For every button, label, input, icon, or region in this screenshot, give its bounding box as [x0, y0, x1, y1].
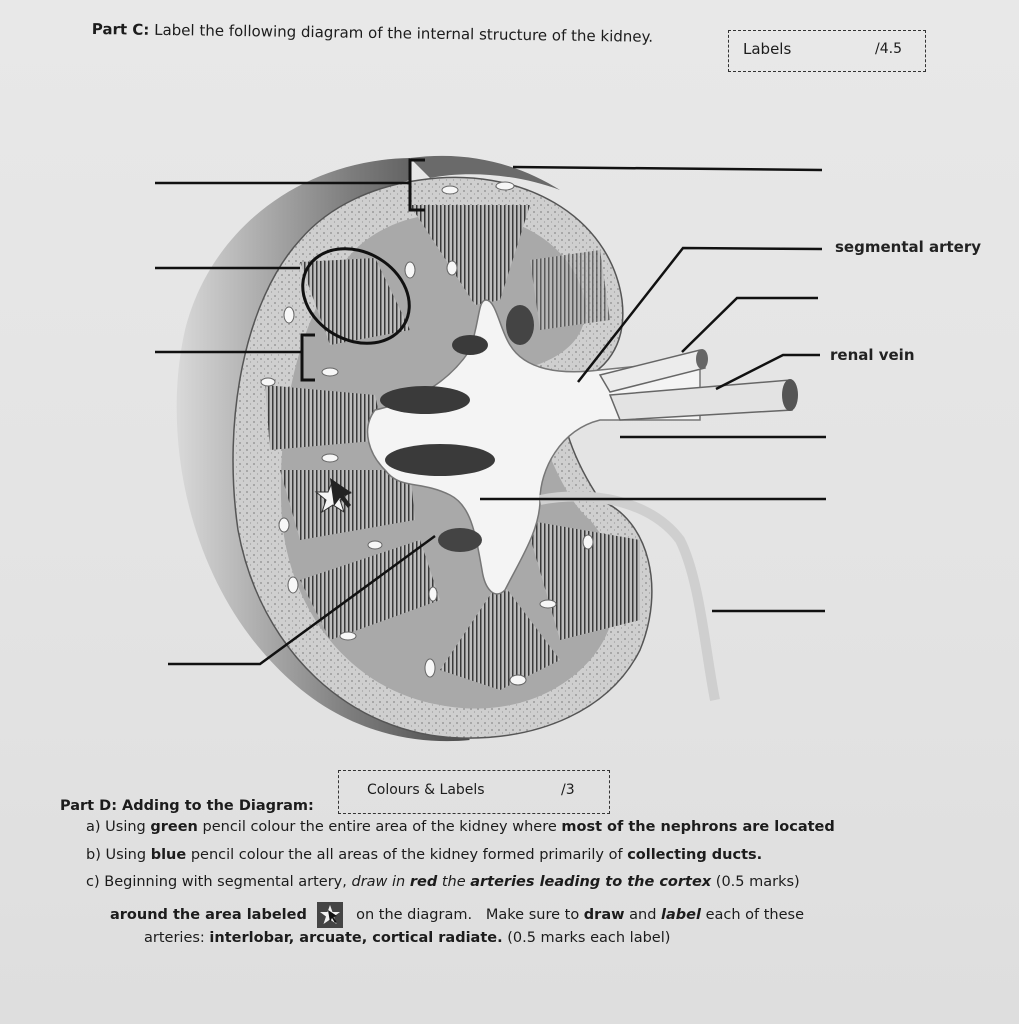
instruction-b-marker: b)	[86, 847, 101, 863]
instruction-c-the: the	[441, 874, 466, 890]
instruction-b-color: blue	[150, 847, 187, 863]
instruction-c-marker: c)	[86, 874, 100, 890]
label-segmental-artery: segmental artery	[835, 238, 982, 256]
colours-score-box	[338, 770, 610, 814]
instruction-b-emph: collecting ducts.	[627, 847, 763, 863]
colours-box-score: /3	[561, 782, 575, 798]
instruction-c-draw: draw	[583, 907, 625, 923]
instruction-c-on-diagram: on the diagram.	[356, 907, 473, 923]
instruction-a-pre: Using	[105, 819, 146, 835]
instruction-b-mid: pencil colour the all areas of the kidney formed primarily of	[190, 847, 623, 863]
star-icon	[317, 902, 343, 928]
instruction-c-arteries-leading: arteries leading to the cortex	[470, 874, 712, 890]
label-renal-vein: renal vein	[830, 346, 915, 364]
instruction-a	[86, 818, 835, 836]
instruction-a-emph: most of the nephrons are located	[561, 819, 835, 835]
instruction-c-arteries-list: interlobar, arcuate, cortical radiate.	[209, 930, 503, 946]
instruction-c	[86, 873, 800, 891]
part-c-label: Part C:	[91, 20, 150, 39]
instruction-c-line3	[144, 929, 670, 947]
instruction-c-draw-in: draw in	[351, 874, 406, 890]
colours-box-title: Colours & Labels	[367, 782, 485, 798]
instruction-c-red: red	[409, 874, 438, 890]
instruction-c-each-label: (0.5 marks each label)	[507, 930, 671, 946]
instruction-c-arteries-prefix: arteries:	[144, 930, 205, 946]
instruction-c-line2	[110, 902, 804, 928]
instruction-c-each: each of these	[705, 907, 805, 923]
instruction-c-label: label	[661, 907, 701, 923]
instruction-c-and: and	[629, 907, 657, 923]
instruction-c-make-sure: Make sure to	[485, 907, 580, 923]
instruction-a-marker: a)	[86, 819, 101, 835]
instruction-c-pre: Beginning with segmental artery,	[104, 874, 347, 890]
instruction-a-mid: pencil colour the entire area of the kidney where	[202, 819, 557, 835]
instruction-c-marks: (0.5 marks)	[715, 874, 800, 890]
labels-box-title: Labels	[743, 40, 792, 58]
instruction-b-pre: Using	[105, 847, 147, 863]
instruction-b	[86, 846, 762, 864]
instruction-c-around: around the area labeled	[110, 907, 307, 923]
part-d-heading: Part D: Adding to the Diagram:	[60, 798, 314, 814]
labels-box-score: /4.5	[875, 41, 902, 57]
part-c-instructions: Label the following diagram of the internal structure of the kidney.	[154, 20, 654, 46]
instruction-a-color: green	[150, 819, 198, 835]
